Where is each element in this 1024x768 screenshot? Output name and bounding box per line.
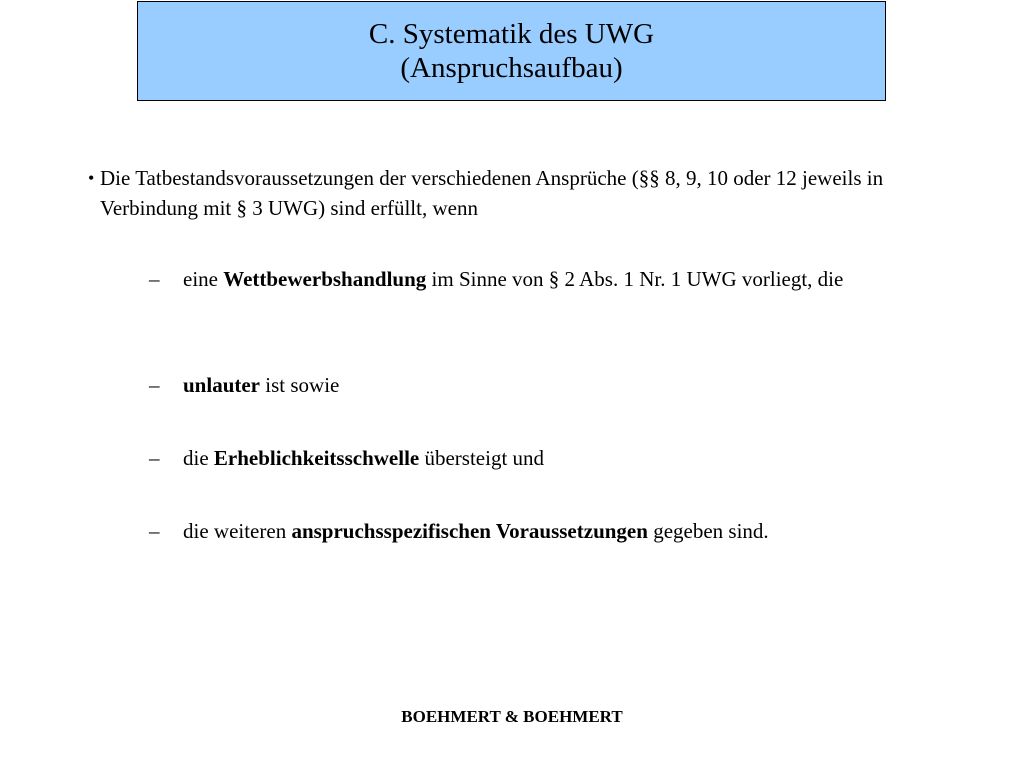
slide-title-line-2: (Anspruchsaufbau) bbox=[400, 52, 623, 84]
sub-item-4 bbox=[149, 516, 869, 546]
sub-item-text-bold: Erheblichkeitsschwelle bbox=[213, 446, 420, 470]
sub-item-text bbox=[183, 443, 869, 473]
sub-item-text-before: die weiteren bbox=[183, 519, 292, 543]
sub-item-text bbox=[183, 370, 869, 400]
sub-item-text-bold: unlauter bbox=[183, 373, 261, 397]
slide-title-line-1: C. Systematik des UWG bbox=[368, 18, 655, 50]
sub-item-text-after: übersteigt und bbox=[419, 446, 545, 470]
sub-item-text-before: die bbox=[183, 446, 214, 470]
main-bullet-item bbox=[88, 163, 938, 223]
dash-bullet-icon: – bbox=[149, 446, 160, 470]
sub-item-text-after: ist sowie bbox=[260, 373, 340, 397]
dash-bullet-icon: – bbox=[149, 373, 160, 397]
sub-item-text bbox=[183, 516, 869, 546]
sub-item-2 bbox=[149, 370, 869, 400]
sub-item-1 bbox=[149, 264, 869, 294]
sub-item-text-before: eine bbox=[183, 267, 224, 291]
slide-title-box bbox=[137, 1, 886, 101]
footer-firm-name: BOEHMERT & BOEHMERT bbox=[401, 707, 623, 726]
sub-item-text bbox=[183, 264, 869, 294]
sub-item-text-bold: Wettbewerbshandlung bbox=[223, 267, 427, 291]
dash-bullet-icon: – bbox=[149, 519, 160, 543]
bullet-dot-icon: • bbox=[88, 168, 95, 188]
sub-item-text-bold: anspruchsspezifischen Voraussetzungen bbox=[291, 519, 648, 543]
main-bullet-text: Die Tatbestandsvoraussetzungen der verschiedenen Ansprüche (§§ 8, 9, 10 oder 12 jeweils in Verbindung mit § 3 UWG) sind erfüllt, wenn bbox=[100, 166, 884, 220]
dash-bullet-icon: – bbox=[149, 267, 160, 291]
sub-item-text-after: im Sinne von § 2 Abs. 1 Nr. 1 UWG vorliegt, die bbox=[426, 267, 844, 291]
sub-item-text-after: gegeben sind. bbox=[647, 519, 769, 543]
sub-item-3 bbox=[149, 443, 869, 473]
